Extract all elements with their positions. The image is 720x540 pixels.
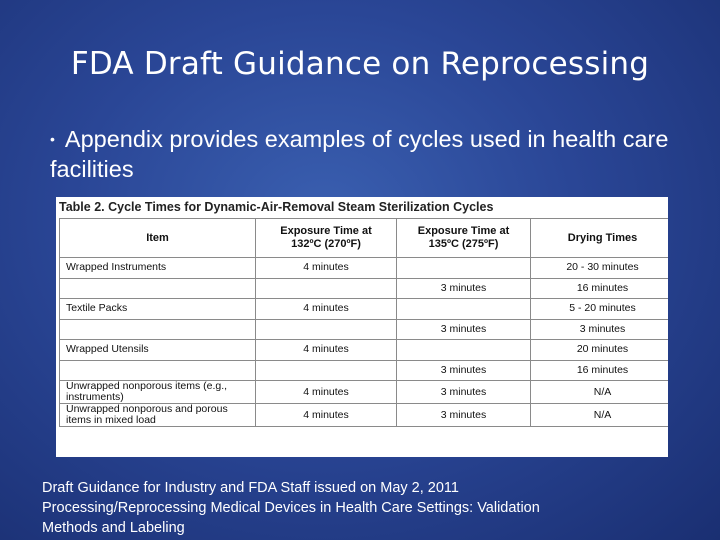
table-header-row (60, 219, 669, 258)
header-exposure-135-line2: 135ºC (275ºF) (428, 238, 499, 250)
cell-item: Wrapped Instruments (60, 258, 256, 279)
cell-exposure-132 (256, 278, 397, 299)
cycle-times-table (59, 218, 668, 427)
cell-drying: 20 minutes (531, 340, 669, 361)
cell-exposure-132: 4 minutes (256, 258, 397, 279)
cell-exposure-132 (256, 319, 397, 340)
header-exposure-132-line2: 132ºC (270ºF) (291, 238, 361, 250)
citation-line-2: Processing/Reprocessing Medical Devices in Health Care Settings: Validation (42, 500, 540, 516)
cell-drying: 20 - 30 minutes (531, 258, 669, 279)
table-title: Table 2. Cycle Times for Dynamic-Air-Removal Steam Sterilization Cycles (59, 200, 494, 214)
table-row (60, 278, 669, 299)
table-row (60, 258, 669, 279)
table-row (60, 340, 669, 361)
citation-line-3: Methods and Labeling (42, 520, 185, 536)
cell-item (60, 278, 256, 299)
table-row (60, 319, 669, 340)
table-row (60, 299, 669, 320)
table-row (60, 404, 669, 427)
cell-drying: 5 - 20 minutes (531, 299, 669, 320)
cell-drying: 16 minutes (531, 360, 669, 381)
cell-exposure-135: 3 minutes (397, 319, 531, 340)
cell-item: Unwrapped nonporous items (e.g., instruments) (60, 381, 256, 404)
table-row (60, 381, 669, 404)
cell-exposure-135 (397, 340, 531, 361)
cell-drying: 16 minutes (531, 278, 669, 299)
header-item: Item (60, 219, 256, 258)
header-exposure-135-line1: Exposure Time at (417, 225, 510, 237)
table-row (60, 360, 669, 381)
header-exposure-132 (256, 219, 397, 258)
bullet-marker: • (50, 131, 55, 147)
source-citation (42, 478, 682, 538)
cell-exposure-132: 4 minutes (256, 340, 397, 361)
cell-drying: 3 minutes (531, 319, 669, 340)
cycle-times-table-image (56, 197, 668, 457)
bullet-point (50, 124, 690, 184)
cell-drying: N/A (531, 404, 669, 427)
cell-exposure-135: 3 minutes (397, 278, 531, 299)
header-exposure-132-line1: Exposure Time at (280, 225, 372, 237)
cell-exposure-135 (397, 299, 531, 320)
slide-title: FDA Draft Guidance on Reprocessing (70, 46, 650, 82)
header-exposure-135 (397, 219, 531, 258)
cell-exposure-135: 3 minutes (397, 381, 531, 404)
cell-exposure-132: 4 minutes (256, 381, 397, 404)
cell-item (60, 319, 256, 340)
cell-exposure-132 (256, 360, 397, 381)
cell-exposure-135 (397, 258, 531, 279)
cell-exposure-135: 3 minutes (397, 360, 531, 381)
header-drying-times: Drying Times (531, 219, 669, 258)
cell-item: Unwrapped nonporous and porous items in mixed load (60, 404, 256, 427)
cell-exposure-132: 4 minutes (256, 404, 397, 427)
citation-line-1: Draft Guidance for Industry and FDA Staff issued on May 2, 2011 (42, 480, 459, 496)
cell-item: Textile Packs (60, 299, 256, 320)
cell-item: Wrapped Utensils (60, 340, 256, 361)
cell-exposure-135: 3 minutes (397, 404, 531, 427)
cell-drying: N/A (531, 381, 669, 404)
bullet-text: Appendix provides examples of cycles used in health care facilities (50, 126, 669, 182)
cell-exposure-132: 4 minutes (256, 299, 397, 320)
cell-item (60, 360, 256, 381)
